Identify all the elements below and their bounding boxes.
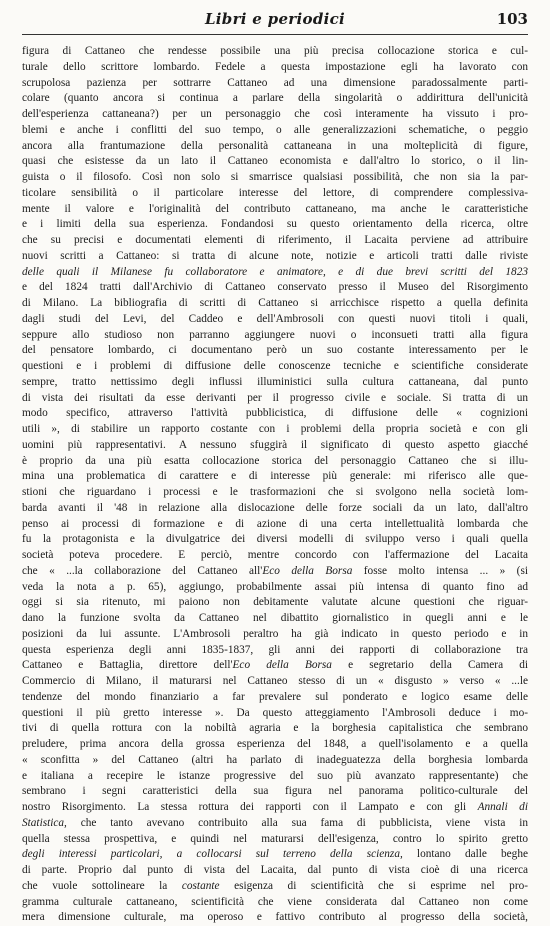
text-segment: fu la protagonista e la divulgatrice dei diversi modelli di sviluppo verso i quali quella xyxy=(22,533,528,546)
review-body-text xyxy=(22,44,528,926)
text-segment: nuovi scritti a Cattaneo: si tratta di alcune note, notizie e articoli tratti dalle riviste xyxy=(22,249,528,262)
text-segment: quasi che esistesse da un lato il Cattaneo economista e dall'altro lo storico, o il lin- xyxy=(22,155,528,168)
text-line xyxy=(22,280,528,296)
text-line xyxy=(22,847,528,863)
text-segment: di parte. Proprio dal punto di vista del Lacaita, dal punto di vista cioè di una ricerca xyxy=(22,864,528,876)
text-segment: che tanto avevano contribuito alla sua fama di pubblicista, viene vista in xyxy=(66,816,528,829)
text-segment: posizioni da lui assunte. L'Ambrosoli peraltro ha già indicato in questo periodo e in xyxy=(22,627,528,640)
text-line xyxy=(22,532,528,548)
text-segment: modo specifico, attraverso l'attività pubblicistica, di diffusione delle « cognizioni xyxy=(22,407,528,420)
text-line xyxy=(22,312,528,328)
text-segment: colare (quanto ancora si continua a parlare della singolarità o addirittura dell'unicità xyxy=(22,92,528,105)
text-segment: mente il valore e l'originalità del contributo cattaneano, ma anche le caratteristiche xyxy=(22,202,528,215)
text-line xyxy=(22,548,528,564)
text-line xyxy=(22,863,528,879)
text-line xyxy=(22,753,528,769)
text-segment: uomini più rappresentativi. A nessuno sfuggirà il significato di questo aspetto giacché xyxy=(22,438,528,451)
text-segment: sempre, tratto nettissimo degli influssi illuministici sulla cultura cattaneana, dal punto xyxy=(22,375,528,388)
text-segment: tivi di quella rottura con la nobiltà agraria e la borghesia capitalistica che sembrano xyxy=(22,722,528,735)
text-line xyxy=(22,564,528,580)
text-line xyxy=(22,816,528,832)
text-segment: quella stessa prospettiva, e quindi nel maturarsi dell'esigenza, contro lo spirito gretto xyxy=(22,832,528,845)
running-header xyxy=(22,8,528,35)
text-segment: del pensatore lombardo, ci documentano però un suo costante interessamento per le xyxy=(22,344,528,357)
text-segment: tendenze del mondo finanziario a far prevalere sul ponderato e logico esame delle xyxy=(22,690,528,703)
text-segment: utili », di stabilire un rapporto costante con i problemi della propria società e con gli xyxy=(22,423,528,435)
text-line xyxy=(22,690,528,706)
italic-text-segment: delle quali il xyxy=(22,265,111,278)
text-line xyxy=(22,422,528,438)
text-line xyxy=(22,328,528,344)
text-segment: di Milano. La bibliografia di scritti di Cattaneo si arricchisce rispetto a quella definita xyxy=(22,297,528,309)
text-line xyxy=(22,469,528,485)
text-line xyxy=(22,343,528,359)
text-line xyxy=(22,769,528,785)
text-segment: dell'esperienza cattaneana?) per un personaggio che così interamente ha vissuto i pro- xyxy=(22,108,528,120)
text-line xyxy=(22,800,528,816)
text-line xyxy=(22,186,528,202)
text-segment: dano la funzione svolta da Cattaneo nel dibattito giornalistico in quegli anni e le xyxy=(22,612,528,624)
text-segment: penso ai processi di formazione e di azione di una certa intellettualità lombarda che xyxy=(22,517,528,530)
text-segment: mina una problematica di carattere e di interesse più generale: mi riferisco alle que- xyxy=(22,470,528,483)
text-line xyxy=(22,721,528,737)
text-line xyxy=(22,217,528,233)
text-segment: scrupolosa pazienza per sottrarre Cattaneo ad una dimensione paradossalmente parti- xyxy=(22,76,528,89)
text-line xyxy=(22,580,528,596)
text-segment: che vuole sottolineare la xyxy=(22,879,182,892)
text-segment: guista o il filosofo. Così non solo si smarrisce qualsiasi possibilità, che non sia la par- xyxy=(22,171,528,183)
text-segment: e segretario della Camera di xyxy=(331,659,528,672)
italic-text-segment: Eco della Borsa xyxy=(262,564,353,577)
text-line xyxy=(22,517,528,533)
text-line xyxy=(22,627,528,643)
text-segment: nostro Risorgimento. La stessa rottura dei rapporti con il Lampato e con gli xyxy=(22,801,478,813)
text-line xyxy=(22,611,528,627)
text-line xyxy=(22,170,528,186)
text-segment: che su precisi e documentati elementi di riferimento, il Lacaita perviene ad attribuire xyxy=(22,234,528,246)
text-segment: ticolare sensibilità o il particolare interesse del lettore, di comprendere complessiva- xyxy=(22,186,528,199)
text-segment: è proprio da una più esatta collocazione storica del personaggio Cattaneo che si illu- xyxy=(22,454,528,467)
text-line xyxy=(22,76,528,92)
text-line xyxy=(22,265,528,281)
text-segment: e i limiti della sua esperienza. Fondandosi su questo orientamento della ricerca, oltre xyxy=(22,218,528,231)
text-line xyxy=(22,359,528,375)
text-segment: figura di Cattaneo che rendesse possibile una più precisa collocazione storica e cul- xyxy=(22,45,528,57)
text-segment: dagli studi del Levi, del Caddeo e dell'Ambrosoli con questi nuovi titoli i quali, xyxy=(22,312,528,325)
text-segment: Commercio di Milano, il maturarsi nel Cattaneo stesso di un « disgusto » verso « ...le xyxy=(22,675,528,687)
text-line xyxy=(22,501,528,517)
text-segment: « sconfitta » del Cattaneo (altri ha parlato di inadeguatezza della borghesia lombarda xyxy=(22,753,528,766)
text-line xyxy=(22,154,528,170)
text-line xyxy=(22,910,528,926)
text-line xyxy=(22,406,528,422)
text-line xyxy=(22,784,528,800)
italic-text-segment: degli interessi particolari, a collocarsi sul terreno della scienza, xyxy=(22,848,403,861)
text-line xyxy=(22,485,528,501)
text-line xyxy=(22,249,528,265)
text-segment: di vista dei risultati da esse derivanti per il progresso civile e sociale. Si tratta di un xyxy=(22,391,528,404)
text-segment: ancora alla frantumazione della personalità cattaneana in una molteplicità di figure, xyxy=(22,139,528,152)
text-line xyxy=(22,832,528,848)
page-number: 103 xyxy=(496,10,528,28)
text-line xyxy=(22,123,528,139)
italic-text-segment: Eco della Borsa xyxy=(232,659,332,672)
text-line xyxy=(22,879,528,895)
italic-text-segment: Statistica, xyxy=(22,816,67,829)
text-line xyxy=(22,706,528,722)
text-segment: e del 1824 tratti dall'Archivio di Cattaneo conservato presso il Museo del Risorgimento xyxy=(22,281,528,294)
text-line xyxy=(22,643,528,659)
text-segment: mera dimensione culturale, ma operoso e fattivo contributo al progresso della società, xyxy=(22,911,528,924)
text-line xyxy=(22,44,528,60)
text-segment: gramma culturale cattaneano, scientificità che viene considerata dal Cattaneo non come xyxy=(22,895,528,908)
text-segment: che « ...la collaborazione del Cattaneo all' xyxy=(22,564,263,577)
text-line xyxy=(22,296,528,312)
text-segment: Cattaneo e Battaglia, direttore dell' xyxy=(22,659,233,672)
text-line xyxy=(22,737,528,753)
text-line xyxy=(22,139,528,155)
text-line xyxy=(22,674,528,690)
text-segment: sembrano i segni caratteristici della sua figura nel panorama politico-culturale del xyxy=(22,785,528,798)
text-line xyxy=(22,391,528,407)
italic-text-segment: Milanese fu collaboratore e animatore, e di due brevi scritti del 1823 xyxy=(110,265,528,278)
text-segment: fosse molto intensa ... » (si xyxy=(352,564,528,577)
text-segment: oggi si sia ritenuto, mi paiono non debitamente valutate alcune questioni che riguar- xyxy=(22,596,528,609)
text-segment: questa esperienza degli anni 1835-1837, gli anni dei rapporti di collaborazione tra xyxy=(22,643,528,656)
text-segment: blemi e anche i conflitti del suo tempo, o alle generalizzazioni schematiche, o peggio xyxy=(22,123,528,136)
text-segment: questioni il più gretto interesse ». Da questo atteggiamento l'Ambrosoli deduce i mo- xyxy=(22,706,528,719)
text-segment: esigenza di scientificità che si esprime nel pro- xyxy=(219,879,528,892)
text-line xyxy=(22,375,528,391)
text-segment: e italiana a recepire le istanze progressive del suo più avanzato rappresentante) che xyxy=(22,769,528,782)
text-segment: seppure allo studioso non parranno aggiungere nuovi o inconsueti tratti alla figura xyxy=(22,328,528,341)
text-segment: veda la nota a p. 65), aggiungo, probabilmente assai più intensa di quanto fino ad xyxy=(22,580,528,593)
text-line xyxy=(22,202,528,218)
text-line xyxy=(22,454,528,470)
text-line xyxy=(22,91,528,107)
text-segment: lontano dalle beghe xyxy=(402,848,528,861)
text-segment: stioni che riguardano i processi e le trasformazioni che si svolgono nella società lom- xyxy=(22,486,528,498)
section-title: Libri e periodici xyxy=(204,10,346,28)
italic-text-segment: Annali di xyxy=(477,801,528,813)
text-segment: preludere, prima ancora della grossa esperienza del 1848, a quell'isolamento e a quella xyxy=(22,738,528,750)
text-segment: barda avanti il '48 in relazione alla dislocazione delle forze sociali da un lato, dall'altro xyxy=(22,501,528,514)
text-line xyxy=(22,107,528,123)
text-segment: società poteva procedere. E perciò, mentre concordo con l'affermazione del Lacaita xyxy=(22,549,528,561)
text-line xyxy=(22,895,528,911)
text-line xyxy=(22,233,528,249)
text-line xyxy=(22,60,528,76)
text-line xyxy=(22,438,528,454)
text-line xyxy=(22,595,528,611)
text-segment: turale dello scrittore lombardo. Fedele a questa impostazione egli ha lavorato con xyxy=(22,60,528,73)
italic-text-segment: costante xyxy=(181,879,220,892)
text-line xyxy=(22,658,528,674)
text-segment: questioni e i problemi di diffusione delle conoscenze tecniche e scientifiche considerate xyxy=(22,360,528,372)
